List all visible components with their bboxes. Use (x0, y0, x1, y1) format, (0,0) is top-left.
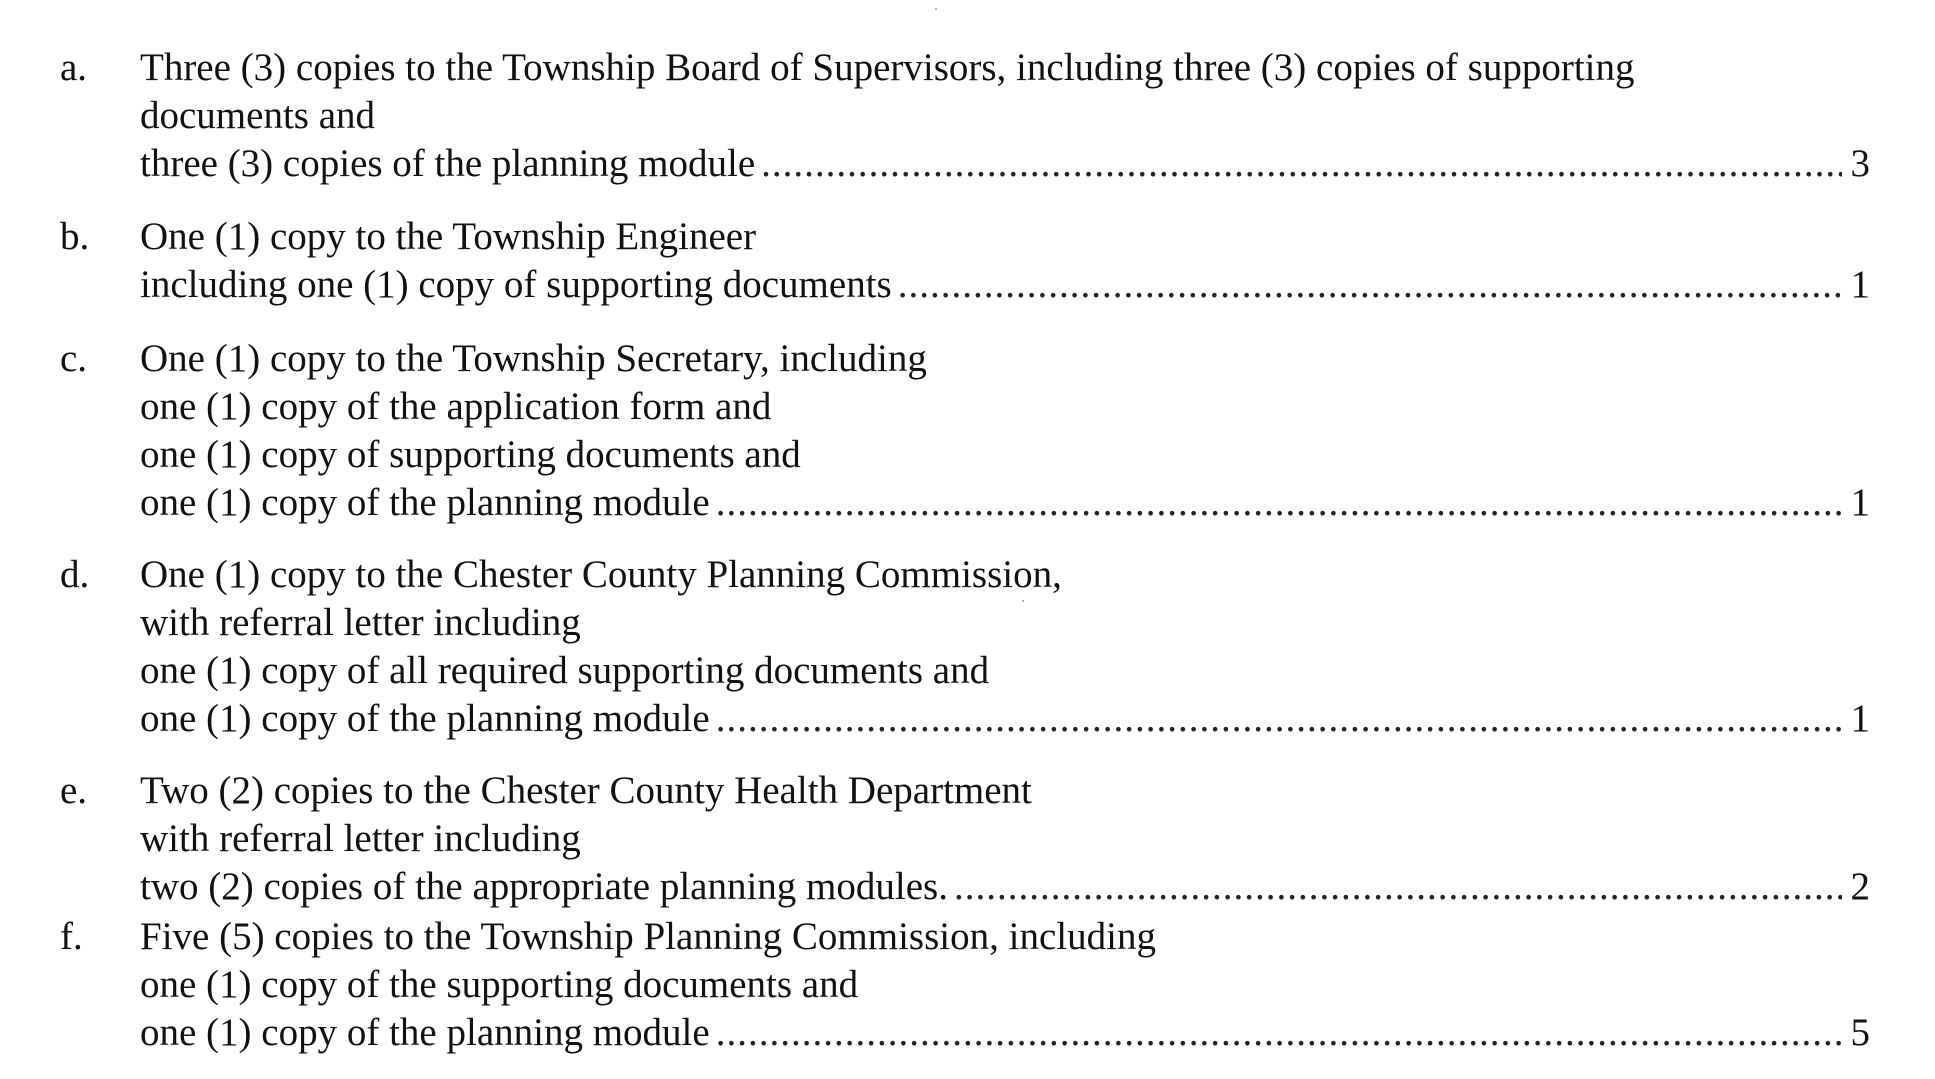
item-line: documents and (140, 94, 376, 137)
item-line-with-leader (140, 140, 1870, 188)
item-line: One (1) copy to the Township Secretary, including (140, 337, 927, 380)
item-line-with-leader (140, 261, 1870, 309)
dot-leader (898, 261, 1842, 309)
item-line-with-leader (140, 695, 1870, 743)
item-letter: e. (60, 769, 88, 812)
item-line: with referral letter including (140, 601, 581, 644)
item-line: One (1) copy to the Township Engineer (140, 215, 757, 258)
item-line: one (1) copy of the planning module (140, 481, 710, 524)
dot-leader (716, 695, 1842, 743)
item-line: Five (5) copies to the Township Planning Commission, including (140, 915, 1156, 958)
item-line: One (1) copy to the Chester County Planning Commission, (140, 553, 1062, 596)
item-line: one (1) copy of supporting documents and (140, 433, 801, 476)
item-line: Two (2) copies to the Chester County Health Department (140, 769, 1032, 812)
item-line-with-leader (140, 1009, 1870, 1057)
item-line-with-leader (140, 479, 1870, 527)
copy-count: 3 (1850, 142, 1870, 185)
item-line: one (1) copy of the planning module (140, 697, 710, 740)
scan-speck (1022, 600, 1024, 602)
copy-count: 1 (1850, 697, 1870, 740)
copy-count: 1 (1850, 481, 1870, 524)
item-line: one (1) copy of the planning module (140, 1011, 710, 1054)
item-letter: a. (60, 46, 88, 89)
item-line: with referral letter including (140, 817, 581, 860)
item-text (140, 913, 1870, 1057)
copy-count: 1 (1850, 263, 1870, 306)
item-line: three (3) copies of the planning module (140, 142, 756, 185)
item-line: Three (3) copies to the Township Board of Supervisors, including three (3) copies of supporting (140, 46, 1635, 89)
item-line: one (1) copy of the application form and (140, 385, 772, 428)
item-text (140, 335, 1870, 527)
dot-leader (716, 1009, 1842, 1057)
copy-count: 5 (1850, 1011, 1870, 1054)
dot-leader (954, 863, 1842, 911)
item-text (140, 44, 1870, 188)
item-letter: c. (60, 337, 88, 380)
item-text (140, 767, 1870, 911)
dot-leader (716, 479, 1842, 527)
item-letter: b. (60, 215, 90, 258)
item-letter: d. (60, 553, 90, 596)
item-line: one (1) copy of the supporting documents and (140, 963, 859, 1006)
item-text (140, 213, 1870, 309)
copy-count: 2 (1850, 865, 1870, 908)
scan-speck (935, 8, 937, 10)
item-line: two (2) copies of the appropriate planning modules. (140, 865, 948, 908)
item-letter: f. (60, 915, 83, 958)
item-line: including one (1) copy of supporting documents (140, 263, 892, 306)
dot-leader (761, 140, 1842, 188)
item-text (140, 551, 1870, 743)
item-line-with-leader (140, 863, 1870, 911)
item-line: one (1) copy of all required supporting documents and (140, 649, 990, 692)
